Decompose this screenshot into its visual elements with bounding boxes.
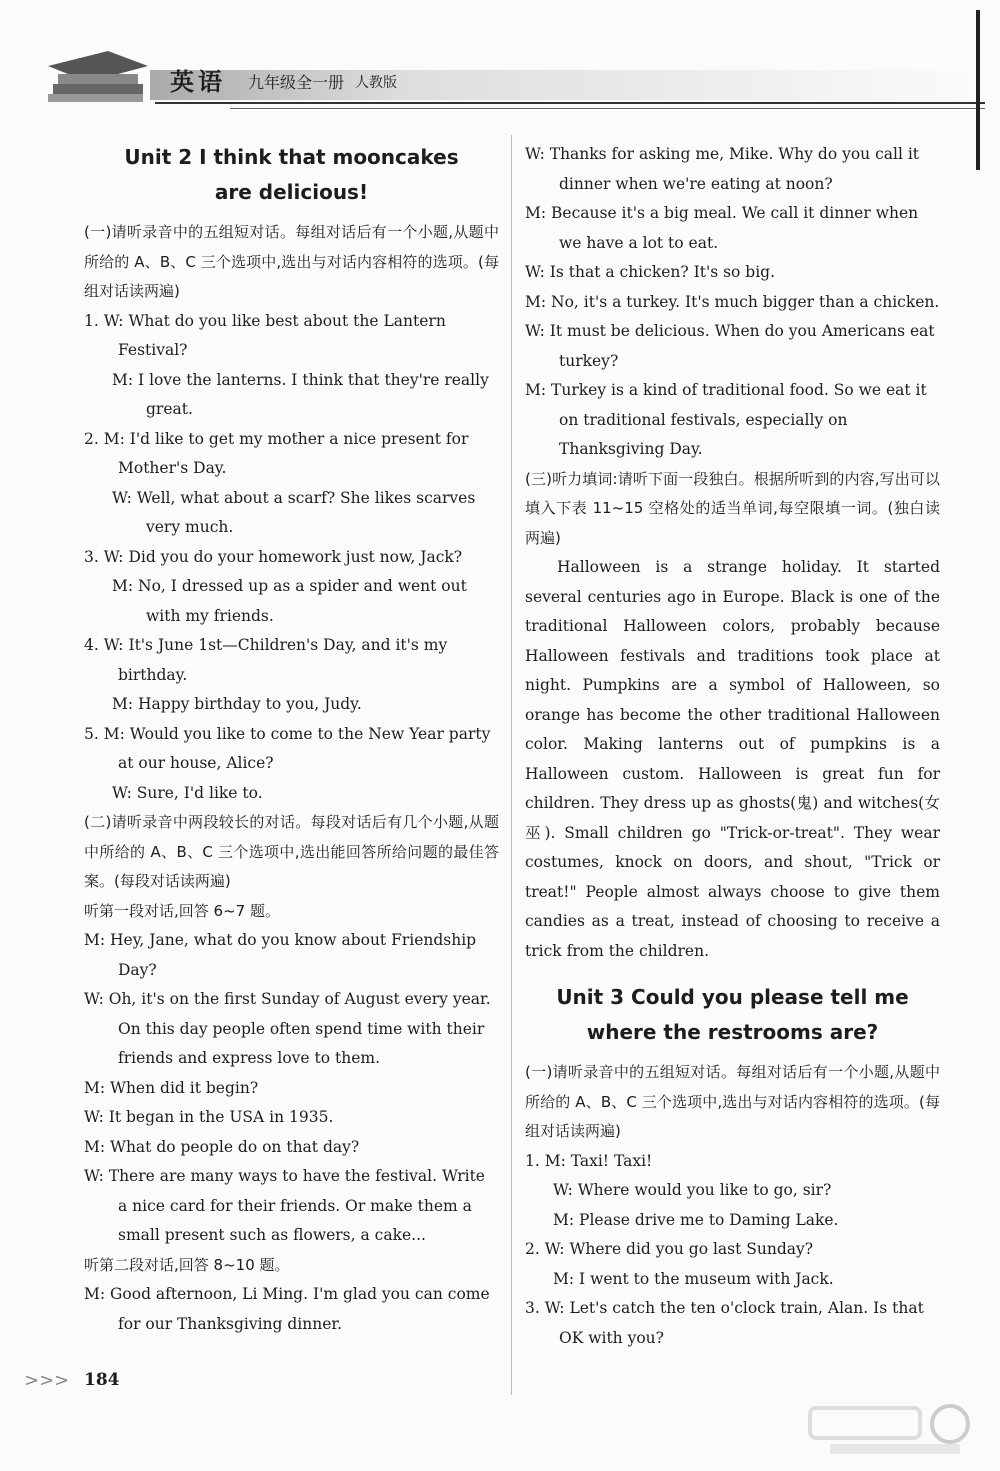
dialogue-line: 3. W: Let's catch the ten o'clock train, Alan. Is that OK with you? [525,1299,924,1347]
unit3-title: Unit 3 Could you please tell me where the restrooms are? [556,985,909,1044]
dialogue-line: 1. M: Taxi! Taxi! [525,1151,653,1170]
dialogue-line: M: Happy birthday to you, Judy. [112,695,362,713]
right-column [525,140,940,1353]
section-instructions: (一)请听录音中的五组短对话。每组对话后有一个小题,从题中所给的 A、B、C 三个选项中,选出与对话内容相符的选项。(每组对话读两遍) [84,223,499,300]
dialogue-intro: 听第一段对话,回答 6~7 题。 [84,901,280,920]
dialogue-line: W: There are many ways to have the festival. Write a nice card for their friends. Or make them a small present such as flowers, a cake... [84,1167,485,1244]
edition-label: 人教版 [355,75,397,91]
dialogue-line: W: Is that a chicken? It's so big. [525,263,776,281]
dialogue-intro: 听第二段对话,回答 8~10 题。 [84,1255,290,1274]
column-divider [511,135,512,1395]
section-instructions: (三)听力填词:请听下面一段独白。根据所听到的内容,写出可以填入下表 11~15 空格处的适当单词,每空限填一词。(独白读两遍) [525,469,940,547]
grade-label: 九年级全一册 [248,73,345,92]
dialogue-line: 5. M: Would you like to come to the New Year party at our house, Alice? [84,724,491,772]
dialogue-line: M: Please drive me to Daming Lake. [553,1210,839,1229]
dialogue-line: M: I love the lanterns. I think that they're really great. [112,370,489,418]
books-icon [38,46,158,106]
subject-label: 英语 [170,67,226,96]
dialogue-line: M: No, I dressed up as a spider and went out with my friends. [112,577,467,625]
dialogue-line: W: Oh, it's on the first Sunday of August every year. On this day people often spend time with their friends and express love to them. [84,990,491,1067]
page-edge-mark [976,10,980,170]
dialogue-line: 1. W: What do you like best about the Lantern Festival? [84,311,446,359]
section-instructions: (一)请听录音中的五组短对话。每组对话后有一个小题,从题中所给的 A、B、C 三个选项中,选出与对话内容相符的选项。(每组对话读两遍) [525,1063,940,1140]
dialogue-line: M: Turkey is a kind of traditional food. So we eat it on traditional festivals, especially on Thanksgiving Day. [525,381,927,458]
dialogue-line: 2. W: Where did you go last Sunday? [525,1240,814,1258]
page-header [0,0,1000,140]
dialogue-line: M: When did it begin? [84,1078,259,1097]
dialogue-line: 3. W: Did you do your homework just now, Jack? [84,547,463,566]
dialogue-line: 4. W: It's June 1st—Children's Day, and it's my birthday. [84,636,448,684]
dialogue-line: M: I went to the museum with Jack. [553,1269,834,1288]
dialogue-line: M: What do people do on that day? [84,1137,360,1156]
unit2-title: Unit 2 I think that mooncakes are delicious! [124,145,459,204]
dialogue-line: M: Hey, Jane, what do you know about Friendship Day? [84,931,477,979]
dialogue-line: W: Thanks for asking me, Mike. Why do you call it dinner when we're eating at noon? [525,145,920,193]
left-column [84,140,499,1339]
dialogue-line: W: Well, what about a scarf? She likes scarves very much. [112,488,476,536]
watermark-logo [800,1400,980,1460]
page-number: 184 [84,1370,120,1390]
dialogue-line: M: No, it's a turkey. It's much bigger than a chicken. [525,292,940,311]
page-arrows-icon: >>> [24,1370,70,1391]
dialogue-line: W: Where would you like to go, sir? [553,1181,832,1199]
header-rule [155,102,985,104]
dialogue-line: W: Sure, I'd like to. [112,783,263,802]
monologue-passage: Halloween is a strange holiday. It started several centuries ago in Europe. Black is one of the traditional Halloween colors, probably because Halloween festivals and traditions took place at night. Pumpkins are a symbol of Halloween, so orange has become the other traditional Halloween color. Making lanterns out of pumpkins is a Halloween custom. Halloween is great fun for children. They dress up as ghosts(鬼) and witches(女巫). Small children go "Trick-or-treat". They wear costumes, knock on doors, and shout, "Trick or treat!" People almost always choose to give them candies as a treat, instead of choosing to receive a trick from the children. [525,558,940,960]
dialogue-line: W: It began in the USA in 1935. [84,1108,334,1126]
header-rule-thin [230,108,985,109]
dialogue-line: 2. M: I'd like to get my mother a nice present for Mother's Day. [84,429,469,477]
section-instructions: (二)请听录音中两段较长的对话。每段对话后有几个小题,从题中所给的 A、B、C 三个选项中,选出能回答所给问题的最佳答案。(每段对话读两遍) [84,813,499,890]
dialogue-line: M: Good afternoon, Li Ming. I'm glad you can come for our Thanksgiving dinner. [84,1285,490,1333]
dialogue-line: M: Because it's a big meal. We call it dinner when we have a lot to eat. [525,204,919,252]
dialogue-line: W: It must be delicious. When do you Americans eat turkey? [525,322,935,370]
